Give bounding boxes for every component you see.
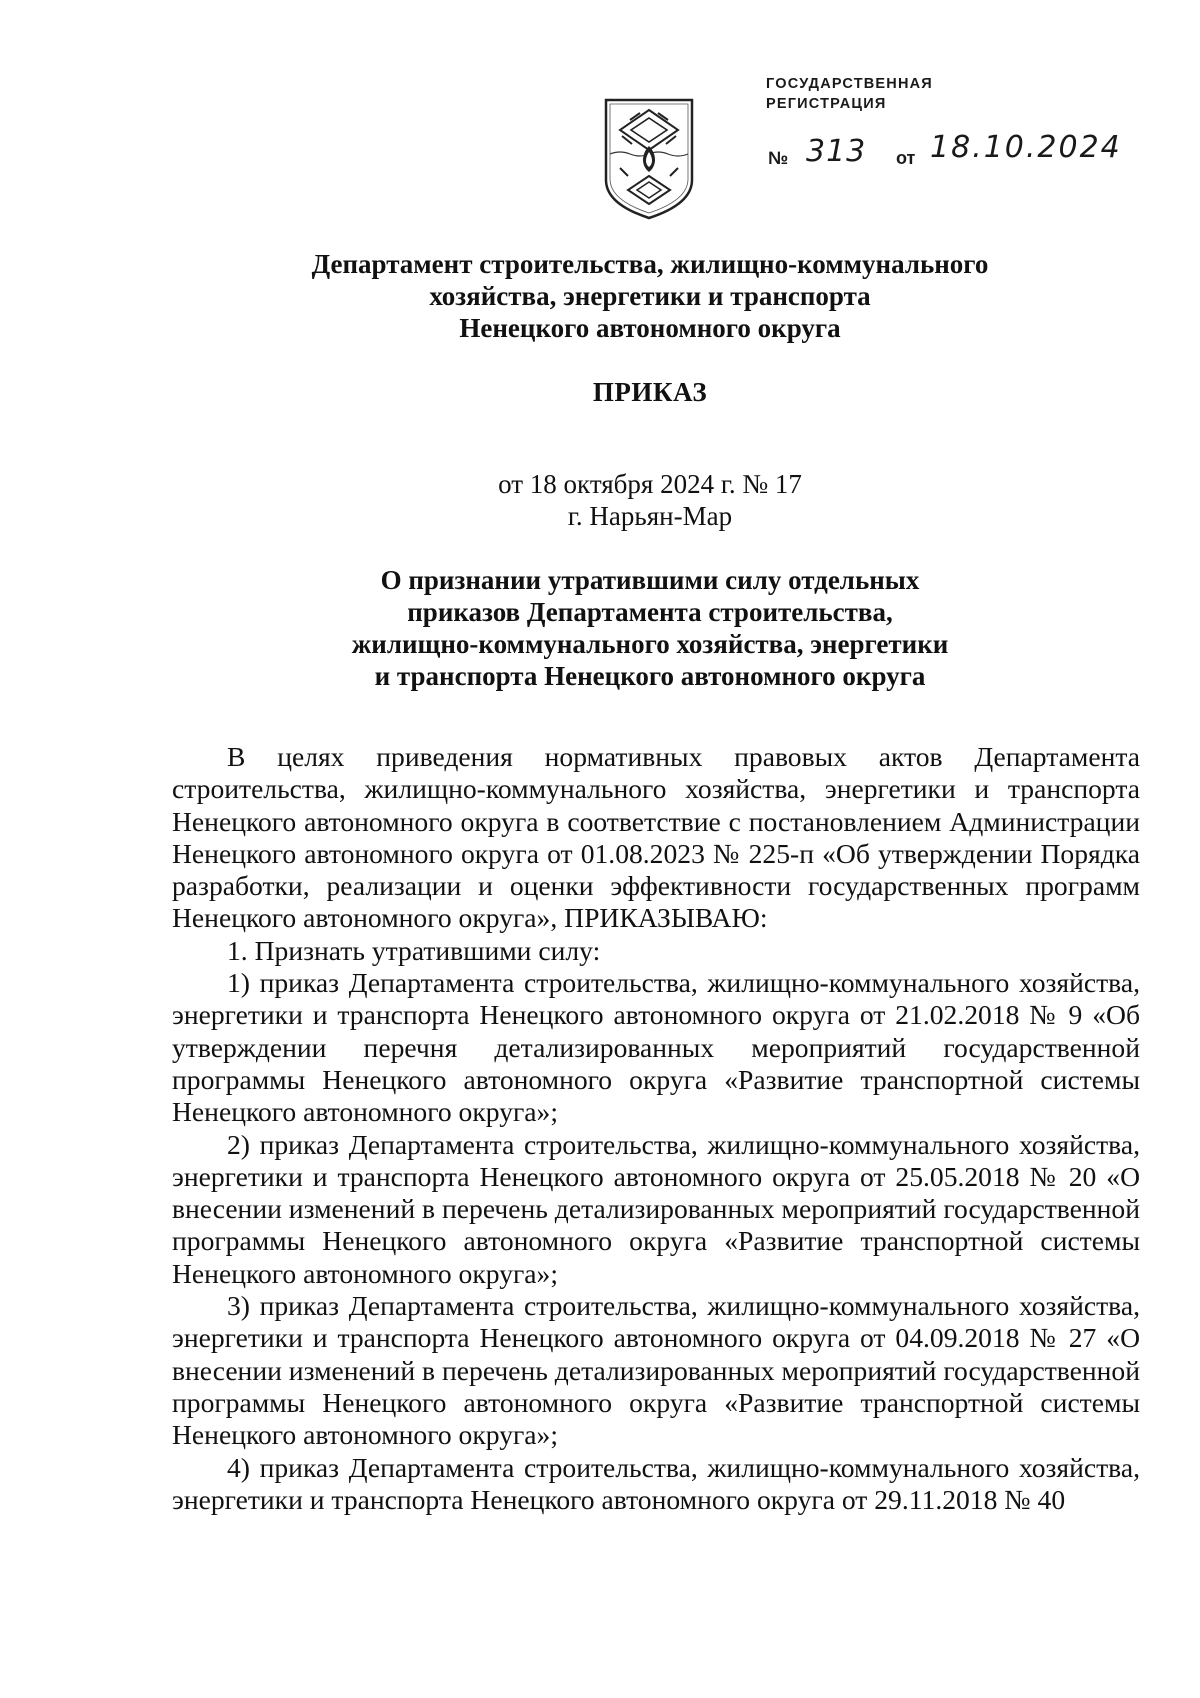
order-date-number: от 18 октября 2024 г. № 17 xyxy=(498,469,802,499)
subject-line-2: приказов Департамента строительства, xyxy=(407,597,893,627)
department-line-3: Ненецкого автономного округа xyxy=(459,313,841,343)
body-subitem-1: 1) приказ Департамента строительства, жилищно-коммунального хозяйства, энергетики и транспорта Ненецкого автономного округа от 21.02.2018 № 9 «Об утверждении перечня детализированных мероприятий государственной программы Ненецкого автономного округа «Развитие транспортной системы Ненецкого автономного округа»; xyxy=(172,967,1140,1128)
document-type-title: ПРИКАЗ xyxy=(592,377,708,407)
subject-line-4: и транспорта Ненецкого автономного округа xyxy=(374,661,926,691)
order-city: г. Нарьян-Мар xyxy=(567,501,733,531)
body-subitem-4: 4) приказ Департамента строительства, жилищно-коммунального хозяйства, энергетики и транспорта Ненецкого автономного округа от 29.11.2018 № 40 xyxy=(172,1451,1140,1515)
order-body xyxy=(172,741,1140,1516)
department-line-1: Департамент строительства, жилищно-коммунального xyxy=(311,249,989,279)
body-subitem-3: 3) приказ Департамента строительства, жилищно-коммунального хозяйства, энергетики и транспорта Ненецкого автономного округа от 04.09.2018 № 27 «О внесении изменений в перечень детализированных мероприятий государственной программы Ненецкого автономного округа «Развитие транспортной системы Ненецкого автономного округа»; xyxy=(172,1290,1140,1451)
registration-date-label: от xyxy=(896,148,916,168)
registration-number-label: № xyxy=(768,148,789,168)
subject-line-3: жилищно-коммунального хозяйства, энергетики xyxy=(351,629,949,659)
registration-number-value: 313 xyxy=(806,134,867,169)
registration-stamp xyxy=(766,74,1122,169)
subject-line-1: О признании утратившими силу отдельных xyxy=(380,565,920,595)
registration-number-line xyxy=(766,130,1122,172)
body-preamble: В целях приведения нормативных правовых актов Департамента строительства, жилищно-коммунального хозяйства, энергетики и транспорта Ненецкого автономного округа в соответствие с постановлением Администрации Ненецкого автономного округа от 01.08.2023 № 225-п «Об утверждении Порядка разработки, реализации и оценки эффективности государственных программ Ненецкого автономного округа», ПРИКАЗЫВАЮ: xyxy=(172,741,1140,934)
registration-title-line2: РЕГИСТРАЦИЯ xyxy=(766,96,887,112)
order-subject xyxy=(170,564,1130,692)
registration-title-line1: ГОСУДАРСТВЕННАЯ xyxy=(766,76,933,92)
body-subitem-2: 2) приказ Департамента строительства, жилищно-коммунального хозяйства, энергетики и транспорта Ненецкого автономного округа от 25.05.2018 № 20 «О внесении изменений в перечень детализированных мероприятий государственной программы Ненецкого автономного округа «Развитие транспортной системы Ненецкого автономного округа»; xyxy=(172,1128,1140,1289)
department-line-2: хозяйства, энергетики и транспорта xyxy=(429,281,871,311)
department-name xyxy=(170,248,1130,344)
coat-of-arms-emblem xyxy=(600,96,698,222)
registration-date-value: 18.10.2024 xyxy=(930,130,1122,165)
body-item-1: 1. Признать утратившими силу: xyxy=(227,934,601,966)
